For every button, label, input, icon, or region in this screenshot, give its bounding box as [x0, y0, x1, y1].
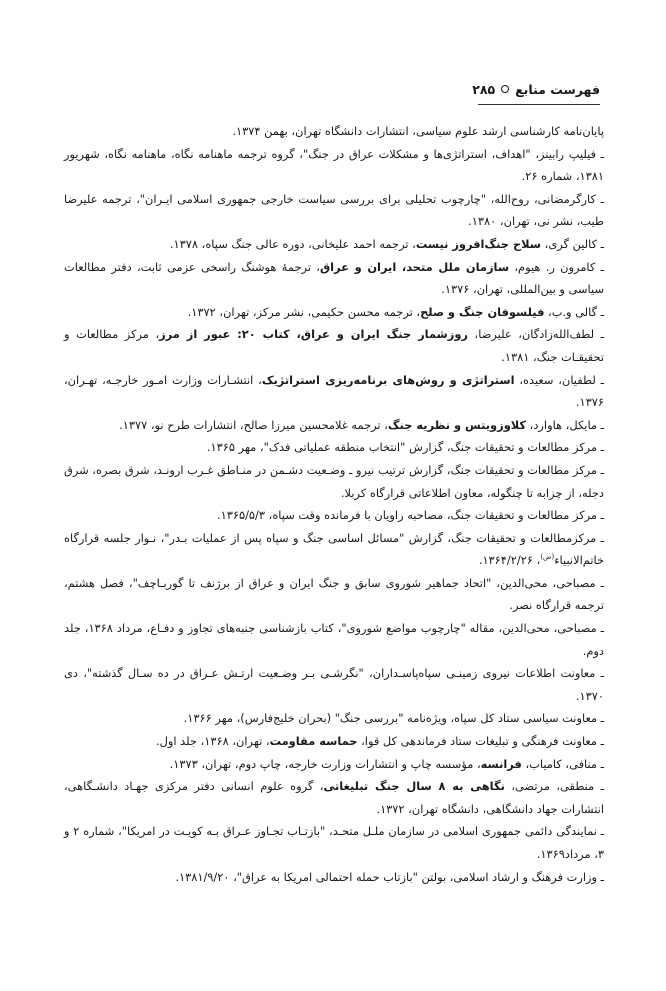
entry-text: ، انتشـارات وزارت امـور خارجـه، تهـران، ۱۳۷۶. [64, 372, 604, 410]
bibliography-entry [64, 459, 604, 504]
bibliography-entry [64, 527, 604, 572]
entry-text: ـ کارگرمضانی، روح‌الله، "چارچوب تحلیلی برای بررسی سیاست خارجی جمهوری اسلامی ایـران"، ترجمه علیرضا طیب، نشر نی، تهران، ۱۳۸۰. [64, 191, 604, 229]
bibliography-entry [64, 730, 604, 753]
bibliography-entry [64, 662, 604, 707]
bibliography-entry [64, 120, 604, 143]
entry-text: ، ترجمه محسن حکیمی، نشر مرکز، تهران، ۱۳۷۲. [187, 304, 421, 319]
bibliography-entry [64, 414, 604, 437]
entry-text: ـ منافی، کامیاب، [521, 756, 604, 771]
entry-text: ، ۱۳۶۴/۲/۲۶. [478, 553, 541, 568]
bibliography-entry [64, 572, 604, 617]
entry-text: ـ معاونت فرهنگی و تبلیغات ستاد فرماندهی کل قوا، [357, 734, 604, 749]
entry-text: ـ وزارت فرهنگ و ارشاد اسلامی، بولتن "بازتاب حمله احتمالی امریکا به عراق"، ۱۳۸۱/۹/۲۰. [175, 869, 604, 884]
entry-text: ، ترجمه غلامحسین میرزا صالح، انتشارات طرح نو، ۱۳۷۷. [119, 417, 388, 432]
bibliography-entry [64, 707, 604, 730]
running-header [60, 78, 600, 100]
bibliography-entry [64, 143, 604, 188]
entry-text: ـ مصباحی، محی‌الدین، "اتحاد جماهیر شوروی سابق و جنگ ایران و عراق از برژنف تا گوربـاچف"، فصل هشتم، ترجمه قرارگاه نصر. [64, 575, 604, 613]
entry-title: فرانسه [480, 756, 522, 771]
entry-text: ـ لطف‌الله‌زادگان، علیرضا، [467, 327, 604, 342]
page-number: ۲۸۵ [472, 81, 496, 97]
entry-title: فیلسوفان جنگ و صلح [420, 304, 545, 319]
circle-separator-icon [501, 85, 509, 93]
entry-superscript: (ص) [540, 553, 555, 562]
bibliography-entry [64, 256, 604, 301]
entry-title: نگاهی به ۸ سال جنگ تبلیغاتی [323, 779, 505, 794]
entry-text: ـ منطقی، مرتضی، [504, 779, 604, 794]
bibliography-entry [64, 820, 604, 865]
entry-text: ـ گالی و.ب، [544, 304, 604, 319]
bibliography-entry [64, 775, 604, 820]
bibliography-entry [64, 188, 604, 233]
bibliography-entry [64, 617, 604, 662]
entry-text: ـ مرکز مطالعات و تحقیقات جنگ، گزارش ترتیب نیرو ـ وضـعیت دشـمن در منـاطق غـرب ارونـد، شرق بصره، شرق دجله، از چزابه تا چنگوله، معاون اطلاعاتی قرارگاه کربلا. [64, 462, 604, 500]
entry-text: ـ لطفیان، سعیده، [514, 372, 605, 387]
entry-text: ـ کالین گری، [541, 236, 604, 251]
bibliography-entry [64, 323, 604, 368]
bibliography-entry [64, 866, 604, 889]
entry-text: ـ کامرون ر. هیوم، [509, 259, 604, 274]
entry-text: ـ مصباحی، محی‌الدین، مقاله "چارچوب مواضع شوروی"، کتاب بازشناسی جنبه‌های تجاوز و دفـاع، مرداد ۱۳۶۸، جلد دوم. [64, 621, 604, 658]
entry-text: ، ترجمه احمد علیخانی، دوره عالی جنگ سپاه، ۱۳۷۸. [169, 236, 416, 251]
entry-text: ـ معاونت اطلاعات نیروی زمینـی سپاه‌پاسـداران، "نگرشـی بـر وضـعیت ارتـش عـراق در ده سـال گذشته"، دی ۱۳۷۰. [64, 666, 604, 703]
entry-text: ـ فیلیپ رابینز، "اهداف، استراتژی‌ها و مشکلات عراق در جنگ"، گروه ترجمه ماهنامه نگاه، ماهنامه نگاه، شهریور ۱۳۸۱، شماره ۲۶. [64, 146, 604, 184]
bibliography-entry [64, 301, 604, 324]
bibliography-entry [64, 233, 604, 256]
bibliography-entry [64, 369, 604, 414]
entry-text: ، ترجمهٔ هوشنگ راسخی عزمی ثابت، دفتر مطالعات سیاسی و بین‌المللی، تهران، ۱۳۷۶. [64, 259, 604, 297]
entry-title: استراتژی و روش‌های برنامه‌ریزی استراتژیک [261, 372, 515, 387]
bibliography-entry [64, 436, 604, 459]
entry-text: ، گروه علوم انسانی دفتر مرکزی جهـاد دانشـگاهی، انتشارات جهاد دانشگاهی، دانشگاه تهران، ۱۳۷۲. [64, 779, 604, 816]
entry-text: پایان‌نامه کارشناسی ارشد علوم سیاسی، انتشارات دانشگاه تهران، بهمن ۱۳۷۴. [232, 124, 604, 138]
bibliography-list [64, 120, 604, 888]
header-divider [478, 104, 600, 105]
entry-text: ـ مایکل، هاوارد، [526, 417, 604, 432]
entry-text: ، تهران، ۱۳۶۸، جلد اول. [155, 734, 270, 749]
bibliography-entry [64, 504, 604, 527]
entry-text: ـ مرکز مطالعات و تحقیقات جنگ، مصاحبه راویان با فرمانده وقت سپاه، ۱۳۶۵/۵/۳. [217, 508, 604, 523]
entry-title: کلاوزویتس و نظریه جنگ [387, 417, 527, 432]
entry-text: ـ مرکز مطالعات و تحقیقات جنگ، گزارش "انتخاب منطقه عملیاتی فدک"، مهر ۱۳۶۵. [206, 440, 604, 455]
entry-text: ، مرکز مطالعات و تحقیقـات جنگ، ۱۳۸۱. [64, 327, 604, 364]
entry-text: ، مؤسسه چاپ و انتشارات وزارت خارجه، چاپ دوم، تهران، ۱۳۷۳. [169, 756, 481, 771]
chapter-title: فهرست منابع [515, 81, 600, 97]
entry-title: سازمان ملل متحد، ایران و عراق [319, 259, 510, 274]
entry-text: ـ نمایندگی دائمی جمهوری اسلامی در سازمان ملـل متحـد، "بازتـاب تجـاوز عـراق بـه کویـت در امریکا"، شماره ۲ و ۳، مرداد۱۳۶۹. [64, 824, 604, 861]
entry-text: ـ معاونت سیاسی ستاد کل سپاه، ویژه‌نامه "بررسی جنگ" (بحران خلیج‌فارس)، مهر ۱۳۶۶. [183, 711, 604, 726]
entry-text: ـ مرکزمطالعات و تحقیقات جنگ، گزارش "مسائل اساسی جنگ و سپاه پس از عملیات بـدر"، نـوار جلسه قرارگاه خاتم‌الانبیاء [64, 530, 604, 568]
entry-title: سلاح جنگ‌افروز نیست [415, 236, 542, 251]
entry-title: روزشمار جنگ ایران و عراق، کتاب ۲۰: عبور از مرز [159, 327, 468, 342]
entry-title: حماسه مقاومت [269, 734, 358, 749]
bibliography-entry [64, 753, 604, 776]
